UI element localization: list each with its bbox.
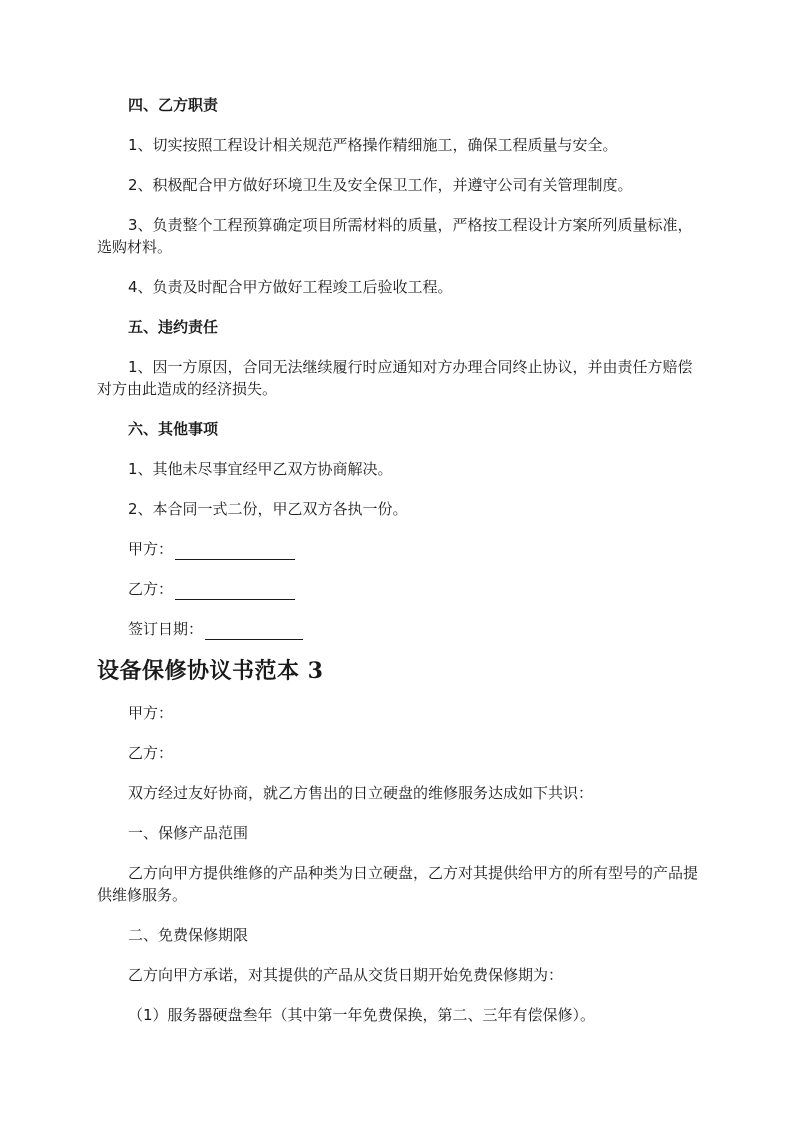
section-heading-other: 六、其他事项 [128,420,219,438]
doc3-party-b: 乙方： [128,744,174,762]
doc3-section1-text: 乙方向甲方提供维修的产品种类为日立硬盘，乙方对其提供给甲方的所有型号的产品提供维修服务。 [97,864,699,904]
doc3-intro: 双方经过友好协商，就乙方售出的日立硬盘的维修服务达成如下共识： [128,784,594,802]
duty-item-2: 2、积极配合甲方做好环境卫生及安全保卫工作，并遵守公司有关管理制度。 [128,176,633,194]
signature-party-b [97,578,698,600]
signature-party-b-label: 乙方： [128,580,174,598]
doc3-section1-heading: 一、保修产品范围 [128,824,249,842]
liability-item-1: 1、因一方原因，合同无法继续履行时应通知对方办理合同终止协议，并由责任方赔偿对方由此造成的经济损失。 [97,358,693,398]
signature-date-label: 签订日期： [128,620,204,638]
doc3-section2-item-1: （1）服务器硬盘叁年（其中第一年免费保换，第二、三年有偿保修）。 [128,1006,596,1024]
other-item-2: 2、本合同一式二份，甲乙双方各执一份。 [128,500,408,518]
signature-party-b-blank[interactable] [175,581,295,600]
signature-date-blank[interactable] [205,621,303,640]
other-item-1: 1、其他未尽事宜经甲乙双方协商解决。 [128,460,393,478]
document-title: 设备保修协议书范本 3 [97,658,324,684]
signature-party-a [97,538,698,560]
doc3-section2-text: 乙方向甲方承诺，对其提供的产品从交货日期开始免费保修期为： [128,966,564,984]
section-heading-duties: 四、乙方职责 [128,96,219,114]
duty-item-3: 3、负责整个工程预算确定项目所需材料的质量，严格按工程设计方案所列质量标准，选购材料。 [97,216,693,256]
doc3-section2-heading: 二、免费保修期限 [128,926,249,944]
signature-date [97,618,698,640]
duty-item-4: 4、负责及时配合甲方做好工程竣工后验收工程。 [128,278,453,296]
duty-item-1: 1、切实按照工程设计相关规范严格操作精细施工，确保工程质量与安全。 [128,136,618,154]
signature-party-a-blank[interactable] [175,541,295,560]
doc3-party-a: 甲方： [128,704,174,722]
section-heading-liability: 五、违约责任 [128,318,219,336]
signature-party-a-label: 甲方： [128,540,174,558]
